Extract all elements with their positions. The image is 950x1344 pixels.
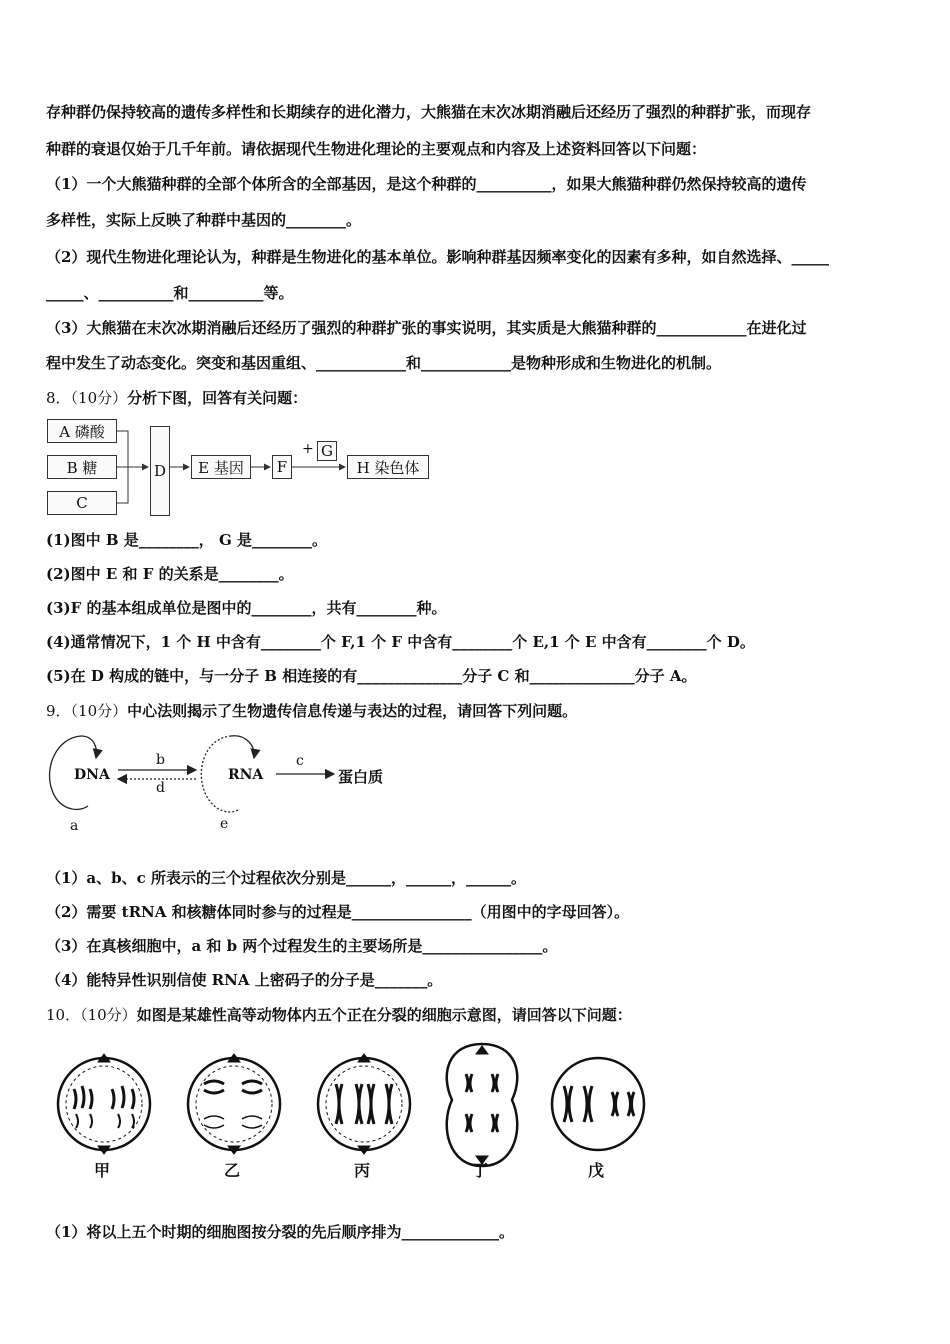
q7-part2-line1: （2）现代生物进化理论认为，种群是生物进化的基本单位。影响种群基因频率变化的因素有多种，如自然选择、_____ bbox=[46, 248, 829, 266]
cell-label-jia: 甲 bbox=[94, 1161, 111, 1180]
central-dogma-diagram bbox=[46, 728, 406, 836]
q10-sub1: （1）将以上五个时期的细胞图按分裂的先后顺序排为_____________。 bbox=[46, 1223, 514, 1241]
q7-part2-line2: _____、__________和__________等。 bbox=[46, 284, 294, 302]
q7-part1-line2: 多样性，实际上反映了种群中基因的________。 bbox=[46, 211, 362, 229]
q8-sub3: (3)F 的基本组成单位是图中的________，共有________种。 bbox=[46, 599, 447, 617]
box-d: D bbox=[150, 426, 170, 516]
box-f: F bbox=[272, 455, 292, 479]
paragraph-line-2: 种群的衰退仅始于几千年前。请依据现代生物进化理论的主要观点和内容及上述资料回答以下问题： bbox=[46, 140, 707, 158]
cell-label-ding: 丁 bbox=[472, 1161, 489, 1180]
box-e-gene: E 基因 bbox=[191, 455, 251, 479]
label-b: b bbox=[156, 752, 165, 768]
q8-prompt: 分析下图，回答有关问题： bbox=[127, 389, 308, 407]
q8-heading bbox=[46, 388, 307, 408]
cell-division-figure bbox=[46, 1034, 666, 1184]
q8-sub4: (4)通常情况下，1 个 H 中含有________个 F,1 个 F 中含有________个 E,1 个 E 中含有________个 D。 bbox=[46, 633, 755, 651]
box-a-phosphate: A 磷酸 bbox=[47, 419, 117, 443]
rna-label: RNA bbox=[228, 767, 264, 783]
cell-label-wu: 戊 bbox=[588, 1161, 605, 1180]
q10-heading bbox=[46, 1005, 632, 1025]
cell-label-yi: 乙 bbox=[224, 1161, 241, 1180]
q9-sub1: （1）a、b、c 所表示的三个过程依次分别是______，______，______。 bbox=[46, 869, 527, 887]
q8-sub2: (2)图中 E 和 F 的关系是________。 bbox=[46, 565, 294, 583]
q8-sub5: (5)在 D 构成的链中，与一分子 B 相连接的有______________分子 C 和______________分子 A。 bbox=[46, 667, 697, 685]
q7-part3-line1: （3）大熊猫在末次冰期消融后还经历了强烈的种群扩张的事实说明，其实质是大熊猫种群的____________在进化过 bbox=[46, 319, 807, 337]
label-c: c bbox=[296, 753, 304, 769]
box-b-sugar: B 糖 bbox=[47, 455, 117, 479]
label-a: a bbox=[70, 818, 79, 834]
q10-prompt: 如图是某雄性高等动物体内五个正在分裂的细胞示意图，请回答以下问题： bbox=[136, 1006, 632, 1024]
label-d: d bbox=[156, 780, 165, 796]
q7-part1-line1: （1）一个大熊猫种群的全部个体所含的全部基因，是这个种群的__________，如果大熊猫种群仍然保持较高的遗传 bbox=[46, 175, 807, 193]
box-c: C bbox=[47, 491, 117, 515]
dna-label: DNA bbox=[74, 767, 110, 783]
q8-number: 8．（10分） bbox=[46, 389, 128, 407]
q9-prompt: 中心法则揭示了生物遗传信息传递与表达的过程，请回答下列问题。 bbox=[127, 702, 578, 720]
q8-sub1: (1)图中 B 是________， G 是________。 bbox=[46, 531, 328, 549]
q9-sub4: （4）能特异性识别信使 RNA 上密码子的分子是_______。 bbox=[46, 971, 443, 989]
label-e: e bbox=[220, 816, 229, 832]
plus-sign: + bbox=[302, 441, 314, 457]
box-h-chromosome: H 染色体 bbox=[347, 455, 429, 479]
q8-connectors bbox=[46, 416, 436, 520]
q9-heading bbox=[46, 701, 577, 721]
box-g: G bbox=[317, 441, 337, 461]
q9-sub3: （3）在真核细胞中，a 和 b 两个过程发生的主要场所是________________。 bbox=[46, 937, 558, 955]
paragraph-line-1: 存种群仍保持较高的遗传多样性和长期续存的进化潜力，大熊猫在末次冰期消融后还经历了强烈的种群扩张，而现存 bbox=[46, 103, 812, 121]
q8-diagram bbox=[46, 416, 436, 520]
q7-part3-line2: 程中发生了动态变化。突变和基因重组、____________和____________是物种形成和生物进化的机制。 bbox=[46, 354, 722, 372]
q9-sub2: （2）需要 tRNA 和核糖体同时参与的过程是________________（用图中的字母回答）。 bbox=[46, 903, 630, 921]
protein-label: 蛋白质 bbox=[338, 768, 384, 786]
cell-label-bing: 丙 bbox=[354, 1161, 371, 1180]
q10-number: 10．（10分） bbox=[46, 1006, 137, 1024]
q9-number: 9．（10分） bbox=[46, 702, 128, 720]
